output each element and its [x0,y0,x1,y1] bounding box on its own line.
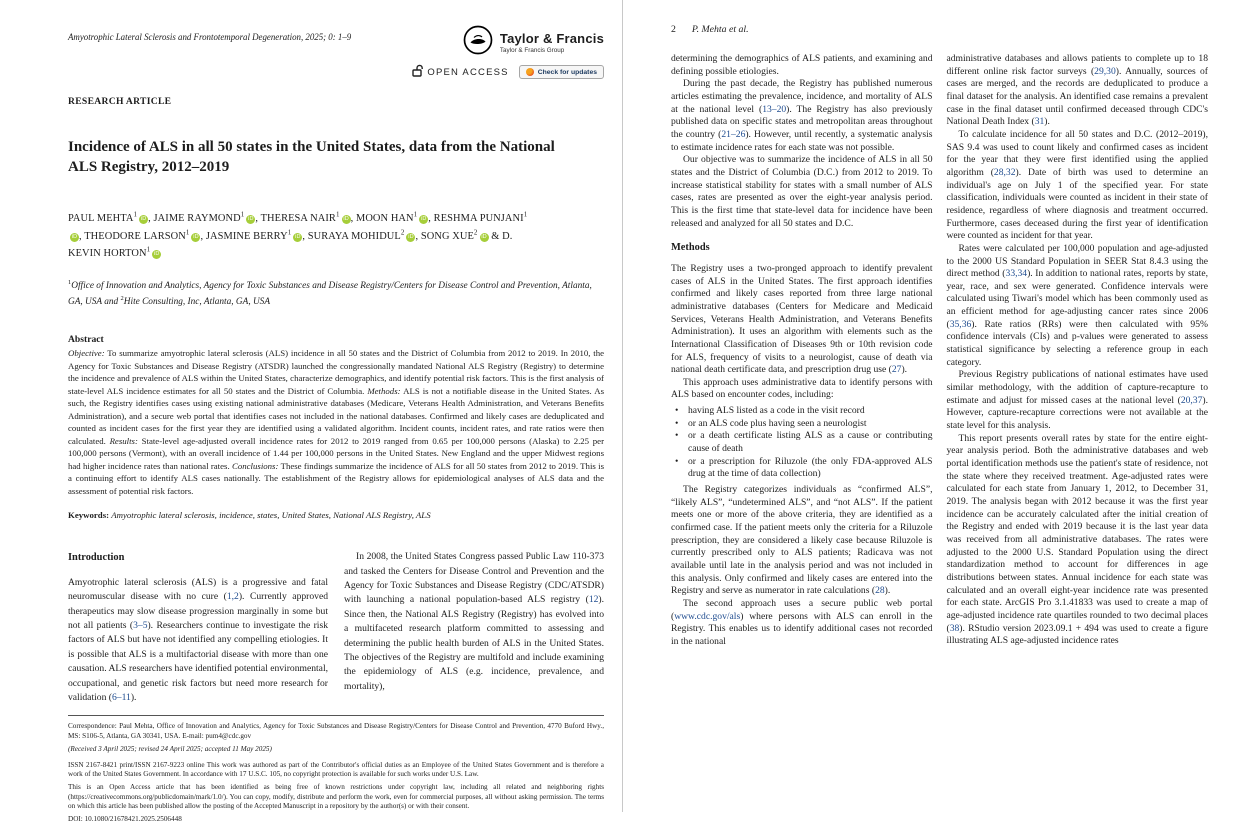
abstract-heading: Abstract [68,334,104,346]
footnote-divider [68,715,604,716]
taylor-francis-globe-icon [462,24,494,61]
paragraph: administrative databases and allows patients to complete up to 18 different online risk factor surveys (29,30). Annually, sources of cases are merged, and the records are deduplicated to produce a final dataset for the analysis. An identified case remains a prevalent case in the final dataset until confirmed deceased through CDC's National Death Index (31). [946,53,1208,128]
paragraph: Previous Registry publications of national estimates have used similar methodology, with the addition of capture-recapture to estimate and adjust for missed cases at the national level (20,37). However, capture-recapture corrections were not available at the state level for this analysis. [946,369,1208,432]
paragraph: In 2008, the United States Congress passed Public Law 110-373 and tasked the Centers for Disease Control and Prevention and the Agency for Toxic Substances and Disease Registry (CDC/ATSDR) with launching a national population-based ALS registry (12). Since then, the National ALS Registry (Registry) has evolved into a multifaceted research platform committed to assessing and determining the public health burden of ALS in the United States. The objectives of the Registry are multifold and include examining the epidemiology of ALS (e.g. incidence, prevalence, and mortality), [344,551,604,692]
orcid-icon[interactable]: iD [193,233,199,240]
taylor-francis-logotype: Taylor & Francis Taylor & Francis Group [499,31,604,54]
introduction-heading: Introduction [68,552,125,564]
encounter-code-bullet-list [673,405,933,481]
page2-column-right [947,53,1209,649]
author: MOON HAN$^1$iD , [355,210,434,224]
citation-link[interactable]: 31 [1034,116,1045,128]
received-dates-note: (Received 3 April 2025; revised 24 April 2025; accepted 11 May 2025) [68,744,272,753]
affiliations: $^1$Office of Innovation and Analytics, Agency for Toxic Substances and Disease Registry/Centers for Disease Control and Prevention, Atlanta, GA, USA and $^2$Hite Consulting, Inc, Atlanta, GA, USA [68,279,592,308]
orcid-icon[interactable]: iD [140,215,147,222]
citation-link[interactable]: 38 [949,622,960,634]
citation-link[interactable]: 20,37 [1180,394,1203,406]
paragraph: determining the demographics of ALS patients, and examining and defining possible etiologies. [671,53,933,77]
page1-column-left [68,550,328,705]
page1-body-columns [68,550,604,705]
bullet-item: • or an ALS code plus having seen a neurologist [673,418,933,431]
author: D. KEVIN HORTON$^1$iD [68,230,513,260]
citation-link[interactable]: 12 [588,594,599,606]
orcid-icon[interactable]: iD [248,215,254,222]
author: SONG XUE$^2$iD & [420,228,503,242]
author: JASMINE BERRY$^1$iD , [205,228,308,242]
orcid-icon[interactable]: iD [71,233,78,240]
orcid-icon[interactable]: iD [343,215,349,222]
check-for-updates-badge[interactable]: Check for updates [519,65,604,79]
author: THEODORE LARSON$^1$iD , [84,228,206,242]
journal-citation-line: Amyotrophic Lateral Sclerosis and Frontotemporal Degeneration, 2025; 0: 1–9 [68,32,352,42]
orcid-icon[interactable]: iD [481,233,487,240]
open-lock-icon [412,64,423,80]
citation-link[interactable]: 1,2 [226,591,239,603]
paragraph: This report presents overall rates by state for the entire eight-year analysis period. Both the administrative databases and web portal identification methods use the patient's state of residence, not the state where they received treatment. Age-adjusted rates were calculated for each state from January 1, 2012, to December 31, 2019. The analysis began with 2012 because it was the first year incidence can be accurately calculated after the initial creation of the Registry and ended with 2019 because it is the last year data was received from all administrative databases. The rates were adjusted to the 2000 U.S. Standard Population using the direct standardization method to account for differences in age distributions between states. Annual incidence for each state was calculated and an overall eight-year incidence rate was presented for each state. ArcGIS Pro 3.1.41833 was used to create a map of age-adjusted incidence rate quartiles rounded to two decimal places (38). RStudio version 2023.09.1 + 494 was used to create a figure illustrating ALS age-adjusted incidence rates [946,432,1208,647]
paragraph: The second approach uses a secure public web portal (www.cdc.gov/als) where persons with ALS can enroll in the Registry. This enables us to identify additional cases not recorded in the national [671,597,933,647]
citation-link[interactable]: 28,32 [993,166,1016,178]
article-title: Incidence of ALS in all 50 states in the United States, data from the National ALS Registry, 2012–2019 [68,139,555,176]
open-access-label: OPEN ACCESS [412,64,508,80]
orcid-icon[interactable]: iD [408,233,414,240]
author: JAIME RAYMOND$^1$iD , [153,210,261,224]
paragraph: To calculate incidence for all 50 states and D.C. (2012–2019), SAS 9.4 was used to count likely and confirmed cases as incident for the year that they were first identified using the applied algorithm (28,32). Date of birth was used to determine an individual's age on July 1 of the specified year. For state classification, individuals were counted as incident in their state of residence, regardless of where diagnosis and treatment occurred. Furthermore, cases deceased during the first year of identification were counted as incident for that year. [946,128,1208,242]
citation-link[interactable]: 28 [875,585,885,597]
author: SURAYA MOHIDUL$^2$iD , [307,228,421,242]
bullet-item: • or a death certificate listing ALS as a cause or contributing cause of death [673,430,933,455]
access-row [68,64,604,80]
citation-link[interactable]: 21–26 [721,128,746,140]
paragraph: During the past decade, the Registry has published numerous articles estimating the prevalence, incidence, and mortality of ALS at the national level (13–20). The Registry has also previously published data on specific states and metropolitan areas throughout the country (21–26). However, until recently, a systematic analysis to estimate incidence rates for each state was not possible. [671,78,933,153]
page1-header [68,24,604,61]
article-type-label: RESEARCH ARTICLE [68,96,172,107]
page-number: 2 [671,24,676,35]
paragraph: Amyotrophic lateral sclerosis (ALS) is a progressive and fatal neuromuscular disease with no cure (1,2). Currently approved therapeutics may slow disease progression marginally in some but not all patients (3–5). Researchers continue to investigate the risk factors of ALS but have not identified any compelling etiologies. It is possible that ALS is a multifactorial disease with more than one causation. ALS researchers have identified potential environmental, occupational, and genetic risk factors but need more research for validation (6–11). [68,576,329,703]
page2-body-columns [671,53,1208,649]
bullet-item: • or a prescription for Riluzole (the only FDA-approved ALS drug at the time of data collection) [673,456,933,481]
open-access-license-note: This is an Open Access article that has been identified as being free of known restrictions under copyright law, including all related and neighboring rights (https://creativecommons.org/publicdomain/mark/1.0/). You can copy, modify, distribute and perform the work, even for commercial purposes, all without asking permission. The terms on which this article has been published allow the posting of the Accepted Manuscript in a repository by the author(s) or with their consent. [68,782,604,811]
url-link[interactable]: www.cdc.gov/als [674,610,741,622]
page-1 [0,0,622,824]
page1-column-right [344,550,604,705]
paragraph: The Registry categorizes individuals as “confirmed ALS”, “likely ALS”, “undetermined ALS”, and “not ALS”. If the patient meets one or more of the above criteria, they are identified as a confirmed case. If the patient meets only the criteria for a Riluzole prescription, they are considered a likely case because Riluzole is currently prescribed only to ALS patients; Radicava was not available until late in the analysis period and was not included in this analysis. Only confirmed and likely cases are entered into the Registry and serve as numerator in rate calculations (28). [671,484,933,597]
correspondence-note: Correspondence: Paul Mehta, Office of Innovation and Analytics, Agency for Toxic Substances and Disease Registry/Centers for Disease Control and Prevention, 4770 Buford Hwy., MS: S106-5, Atlanta, GA 30341, USA. E-mail: pum4@cdc.gov [68,722,604,741]
paragraph: This approach uses administrative data to identify persons with ALS based on encounter codes, including: [671,376,933,401]
page2-running-header [671,24,1208,35]
citation-link[interactable]: 6–11 [111,691,131,703]
author: RESHMA PUNJANI$^1$iD , [71,210,528,242]
abstract-text: Objective: To summarize amyotrophic lateral sclerosis (ALS) incidence in all 50 states and the District of Columbia from 2012 to 2019. In 2010, the Agency for Toxic Substances and Disease Registry (ATSDR) launched the congressionally mandated National ALS Registry (Registry) to determine the incidence and prevalence of ALS within the United States, characterize demographics, and identify potential risk factors. This is the first analysis of state-level ALS incidence estimates for all 50 states and the District of Columbia. Methods: ALS is not a notifiable disease in the United States. As such, the Registry identifies cases using existing national administrative databases (Medicare, Veterans Health Administration, and Veterans Benefits Administration), and a secure web portal that identifies cases not included in the national databases. Confirmed and likely cases are deduplicated and counted as incident cases for the first year they are identified using a validated algorithm. Incident counts, incident rates, and rate ratios were then calculated. Results: State-level age-adjusted overall incidence rates for 2012 to 2019 ranged from 0.65 per 100,000 persons (Alaska) to 2.25 per 100,000 persons (Vermont), with an overall incidence of 1.44 per 100,000 persons in the United States. New England and the upper Midwest regions had higher incidence rates than national rates. Conclusions: These findings summarize the incidence of ALS for all 50 states from 2012 to 2019. This is a continuing effort to identify ALS cases nationally. The establishment of the Registry allows for epidemiological analyses of ALS data and the assessment of potential risk factors. [68,348,605,496]
citation-link[interactable]: 35,36 [949,318,972,330]
author-list [68,210,538,263]
orcid-icon[interactable]: iD [154,251,160,258]
author: THERESA NAIR$^1$iD , [260,210,356,224]
doi-line: DOI: 10.1080/21678421.2025.2506448 [68,815,182,824]
issn-copyright-note: ISSN 2167-8421 print/ISSN 2167-9223 online This work was authored as part of the Contributor's official duties as an Employee of the United States Government and is therefore a work of the United States Government. In accordance with 17 U.S.C. 105, no copyright protection is available for such works under U.S. Law. [68,760,604,779]
running-head-authors: P. Mehta et al. [691,24,749,35]
citation-link[interactable]: 29,30 [1094,65,1116,77]
taylor-francis-logo [462,24,604,61]
author: PAUL MEHTA$^1$iD , [68,210,154,224]
citation-link[interactable]: 13–20 [762,103,787,115]
citation-link[interactable]: 3–5 [133,620,148,632]
page2-column-left [671,53,933,649]
page-2 [622,0,1244,812]
orcid-icon[interactable]: iD [295,233,301,240]
keywords-line: Keywords: Amyotrophic lateral sclerosis, incidence, states, United States, National ALS Registry, ALS [68,510,431,521]
bullet-item: • having ALS listed as a code in the visit record [673,405,933,418]
paragraph: The Registry uses a two-pronged approach to identify prevalent cases of ALS in the United States. The first approach identifies confirmed and likely cases reported from three large national administrative databases (Centers for Medicare and Medicaid Services, Veterans Health Administration, and Veterans Benefits Administration). It uses an algorithm with elements such as the International Classification of Diseases 9th or 10th revision code for ALS, frequency of visits to a neurologist, cause of death via national death certificate data, and prescription drug use (27). [671,262,933,376]
crossmark-icon [526,68,534,76]
methods-heading: Methods [671,242,710,254]
orcid-icon[interactable]: iD [421,215,427,222]
citation-link[interactable]: 33,34 [1005,268,1028,280]
paragraph: Rates were calculated per 100,000 population and age-adjusted to the 2000 US Standard Population in SEER Stat 8.4.3 using the direct method (33,34). In addition to national rates, reports by state, year, race, and sex were generated. Confidence intervals were calculated using Tiwari's model which has been commonly used as an efficient method for age-adjusting cancer rates since 2006 (35,36). Rate ratios (RRs) were then calculated with 95% confidence intervals (CIs) and p-values were generated to assess statistical significance by selecting a reference group in each category. [946,242,1208,368]
citation-link[interactable]: 27 [891,364,902,376]
paragraph: Our objective was to summarize the incidence of ALS in all 50 states and the District of Columbia (D.C.) from 2012 to 2019. To increase statistical stability for states with a small number of ALS cases, rates are presented as over the eight-year analysis period. This is the first time that state-level data for incidence have been released and analyzed for all 50 states and D.C. [671,154,933,229]
